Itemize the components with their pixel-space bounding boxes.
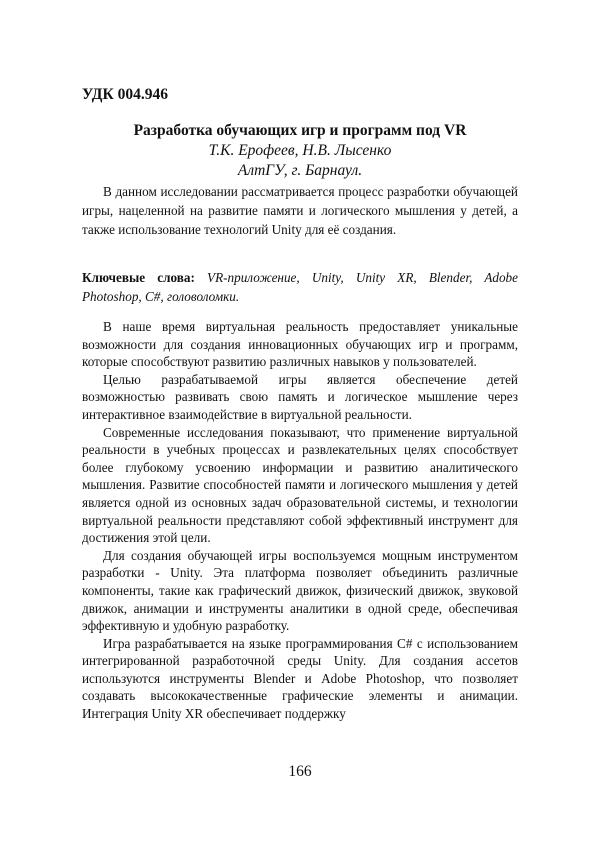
- document-page: [0, 0, 600, 852]
- page-number: 166: [0, 763, 600, 781]
- title-block: [82, 121, 518, 181]
- keywords-label: Ключевые слова:: [82, 270, 195, 285]
- paper-authors: Т.К. Ерофеев, Н.В. Лысенко: [82, 141, 518, 161]
- keywords-list: VR-приложение, Unity, Unity XR, Blender, Adobe Photoshop, C#, головоломки.: [82, 270, 518, 304]
- keywords: [82, 268, 518, 306]
- abstract: В данном исследовании рассматривается процесс разработки обучающей игры, нацеленной на развитие памяти и логического мышления у детей, а также использование технологий Unity для её создания.: [82, 182, 518, 240]
- paper-title: Разработка обучающих игр и программ под VR: [82, 121, 518, 141]
- paragraph: Для создания обучающей игры воспользуемся мощным инструментом разработки - Unity. Эта платформа позволяет объединить различные компоненты, такие как графический движок, физический движок, звуковой движок, анимации и инструменты аналитики в одной среде, обеспечивая эффективную и удобную разработку.: [82, 547, 518, 635]
- paragraph: Целью разрабатываемой игры является обеспечение детей возможностью развивать свою память и логическое мышление через интерактивное взаимодействие в виртуальной реальности.: [82, 371, 518, 424]
- paragraph: В наше время виртуальная реальность предоставляет уникальные возможности для создания инновационных обучающих игр и программ, которые способствуют развитию различных навыков у пользователей.: [82, 318, 518, 371]
- body-text: [82, 318, 518, 723]
- paper-affiliation: АлтГУ, г. Барнаул.: [82, 161, 518, 181]
- udk-code: УДК 004.946: [82, 86, 168, 104]
- paragraph: Игра разрабатывается на языке программирования C# с использованием интегрированной разработочной среды Unity. Для создания ассетов используются инструменты Blender и Adobe Photoshop, что позволяет создавать высококачественные графические элементы и анимации. Интеграция Unity XR обеспечивает поддержку: [82, 635, 518, 723]
- paragraph: Современные исследования показывают, что применение виртуальной реальности в учебных процессах и развлекательных целях способствует более глубокому усвоению информации и развитию аналитического мышления. Развитие способностей памяти и логического мышления у детей является одной из основных задач образовательной системы, и технологии виртуальной реальности представляют собой эффективный инструмент для достижения этой цели.: [82, 424, 518, 547]
